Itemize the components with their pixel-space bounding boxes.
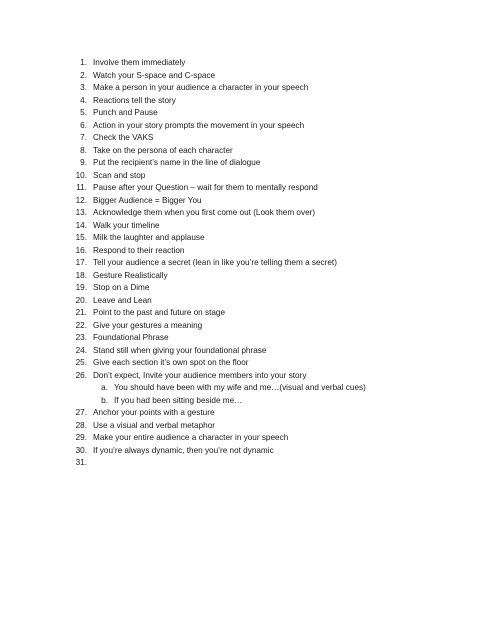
list-item [68,245,478,258]
list-item [68,332,478,345]
item-text: Make a person in your audience a character in your speech [93,83,309,92]
item-text: Use a visual and verbal metaphor [93,420,215,430]
item-text: Don’t expect, Invite your audience members into your story [93,370,307,380]
list-item [68,457,478,470]
list-item [68,270,478,283]
item-number: a. [101,383,108,392]
list-item [68,195,478,208]
item-number: 1. [80,58,87,67]
item-number: 15. [75,233,87,242]
item-text: Pause after your Question – wait for them to mentally respond [93,183,318,192]
list-item [68,445,478,458]
sub-list-item [68,395,478,408]
item-text: Tell your audience a secret (lean in like you’re telling them a secret) [93,258,337,267]
item-number: 20. [75,295,87,305]
list-item [68,407,478,420]
item-text: Anchor your points with a gesture [93,408,215,417]
item-number: 26. [75,370,87,380]
item-text: Give each section it’s own spot on the floor [93,358,249,367]
list-item [68,207,478,220]
list-item [68,70,478,83]
item-number: 12. [75,195,87,205]
item-text: Point to the past and future on stage [93,308,226,317]
list-item [68,232,478,245]
item-number: 3. [80,83,87,92]
item-number: 22. [75,320,87,330]
item-number: 28. [75,420,87,430]
item-text: Walk your timeline [93,220,160,230]
list-item [68,307,478,320]
list-item [68,220,478,233]
item-number: 13. [75,208,87,217]
item-number: 21. [75,308,87,317]
item-number: b. [101,395,108,405]
item-number: 16. [75,245,87,255]
list-item [68,95,478,108]
item-number: 10. [75,170,87,180]
item-text: Stand still when giving your foundational phrase [93,345,267,355]
item-text: Foundational Phrase [93,333,169,342]
item-number: 7. [80,133,87,142]
list-item [68,295,478,308]
item-text: Make your entire audience a character in your speech [93,433,289,442]
item-number: 8. [80,145,87,155]
list-item [68,145,478,158]
list-item [68,82,478,95]
item-number: 4. [80,95,87,105]
item-number: 30. [75,445,87,455]
item-text: Involve them immediately [93,58,186,67]
item-text: You should have been with my wife and me…(visual and verbal cues) [114,383,366,392]
list-item [68,120,478,133]
list-item [68,345,478,358]
item-text: Scan and stop [93,170,146,180]
item-number: 6. [80,120,87,130]
item-number: 11. [76,183,87,192]
list-item [68,357,478,370]
item-number: 5. [80,108,87,117]
sub-list-item [68,382,478,395]
list-item [68,420,478,433]
list-item [68,157,478,170]
item-text: Put the recipient’s name in the line of dialogue [93,158,261,167]
item-number: 19. [75,283,87,292]
item-number: 17. [75,258,87,267]
item-text: Action in your story prompts the movement in your speech [93,120,305,130]
item-text: Gesture Realistically [93,270,168,280]
item-text: Give your gestures a meaning [93,320,203,330]
item-number: 2. [80,70,87,80]
list-item [68,57,478,70]
item-text: Stop on a Dime [93,283,150,292]
item-text: Reactions tell the story [93,95,176,105]
item-number: 29. [75,433,87,442]
item-text: If you had been sitting beside me… [114,395,243,405]
item-number: 14. [75,220,87,230]
list-item [68,132,478,145]
list-item [68,282,478,295]
item-number: 27. [75,408,87,417]
numbered-list [68,57,478,470]
list-item [68,432,478,445]
item-text: Watch your S-space and C-space [93,70,216,80]
item-number: 25. [75,358,87,367]
item-text: Leave and Lean [93,295,152,305]
list-item [68,182,478,195]
item-text: Respond to their reaction [93,245,185,255]
list-item [68,107,478,120]
item-text: Milk the laughter and applause [93,233,205,242]
item-number: 9. [80,158,87,167]
item-number: 31. [75,458,87,467]
list-item [68,370,478,383]
item-number: 18. [75,270,87,280]
item-text: Take on the persona of each character [93,145,233,155]
item-number: 23. [75,333,87,342]
list-item [68,170,478,183]
item-text: If you’re always dynamic, then you’re not dynamic [93,445,274,455]
item-text: Acknowledge them when you first come out (Look them over) [93,208,316,217]
item-text: Bigger Audience = Bigger You [93,195,202,205]
item-text: Punch and Pause [93,108,158,117]
item-number: 24. [75,345,87,355]
item-text: Check the VAKS [93,133,154,142]
list-item [68,257,478,270]
list-item [68,320,478,333]
